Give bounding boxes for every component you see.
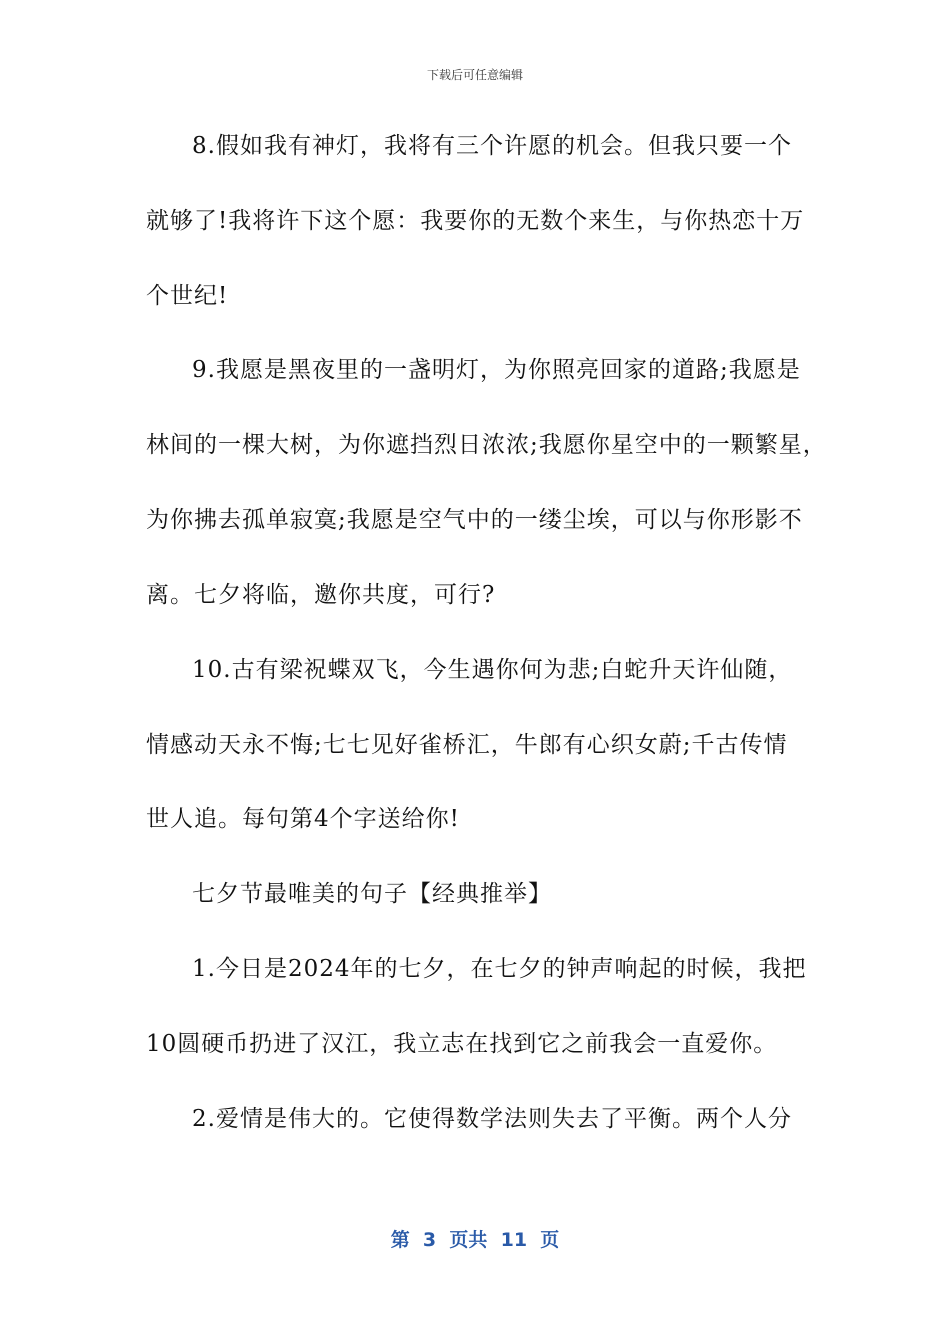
page-header: 下载后可任意编辑 (426, 68, 523, 82)
paragraph-line: 为你拂去孤单寂寞;我愿是空气中的一缕尘埃，可以与你形影不 (146, 507, 803, 533)
paragraph-line: 林间的一棵大树，为你遮挡烈日浓浓;我愿你星空中的一颗繁星， (146, 432, 827, 458)
paragraph-line: 离。七夕将临，邀你共度，可行? (146, 582, 496, 608)
section-heading: 七夕节最唯美的句子【经典推举】 (192, 881, 552, 907)
paragraph-line: 世人追。每句第4个字送给你! (146, 806, 460, 832)
paragraph-line: 就够了!我将许下这个愿：我要你的无数个来生，与你热恋十万 (146, 208, 805, 234)
page-number-footer: 第 3 页共 11 页 (390, 1229, 560, 1251)
paragraph-line: 情感动天永不悔;七七见好雀桥汇，牛郎有心织女蔚;千古传情 (146, 732, 788, 758)
paragraph-line: 8.假如我有神灯，我将有三个许愿的机会。但我只要一个 (192, 133, 792, 159)
paragraph-line: 10.古有梁祝蝶双飞，今生遇你何为悲;白蛇升天许仙随， (192, 657, 793, 683)
paragraph-line: 10圆硬币扔进了汉江，我立志在找到它之前我会一直爱你。 (146, 1031, 778, 1057)
paragraph-line: 个世纪! (146, 283, 229, 309)
paragraph-line: 9.我愿是黑夜里的一盏明灯，为你照亮回家的道路;我愿是 (192, 357, 801, 383)
paragraph-line: 1.今日是2024年的七夕，在七夕的钟声响起的时候，我把 (192, 956, 807, 982)
paragraph-line: 2.爱情是伟大的。它使得数学法则失去了平衡。两个人分 (192, 1106, 792, 1132)
